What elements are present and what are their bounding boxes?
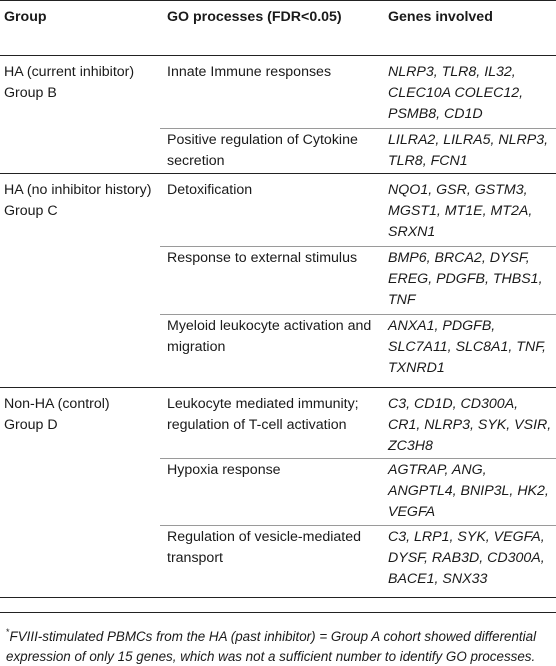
go-process-cell: Leukocyte mediated immunity; regulation of T-cell activation bbox=[167, 396, 359, 433]
go-process-cell: Regulation of vesicle-mediated transport bbox=[167, 529, 362, 566]
group-label: HA (current inhibitor) Group B bbox=[4, 64, 135, 101]
genes-cell: NLRP3, TLR8, IL32, CLEC10A COLEC12, PSMB8, CD1D bbox=[388, 64, 524, 122]
go-process-cell: Response to external stimulus bbox=[167, 250, 358, 266]
genes-cell: LILRA2, LILRA5, NLRP3, TLR8, FCN1 bbox=[388, 132, 549, 169]
genes-cell: C3, CD1D, CD300A, CR1, NLRP3, SYK, VSIR, ZC3H8 bbox=[388, 396, 552, 454]
group-label: Non-HA (control) Group D bbox=[4, 396, 110, 433]
row-divider bbox=[160, 128, 556, 129]
group-label: HA (no inhibitor history) Group C bbox=[4, 182, 152, 219]
go-process-cell: Innate Immune responses bbox=[167, 64, 332, 80]
genes-cell: C3, LRP1, SYK, VEGFA, DYSF, RAB3D, CD300A, BACE1, SNX33 bbox=[388, 529, 545, 587]
group-b-section bbox=[0, 56, 556, 174]
genes-cell: AGTRAP, ANG, ANGPTL4, BNIP3L, HK2, VEGFA bbox=[388, 462, 549, 520]
group-d-section bbox=[0, 388, 556, 598]
go-process-cell: Hypoxia response bbox=[167, 462, 281, 478]
go-process-cell: Detoxification bbox=[167, 182, 253, 198]
genes-cell: BMP6, BRCA2, DYSF, EREG, PDGFB, THBS1, TNF bbox=[388, 250, 543, 308]
group-c-section bbox=[0, 174, 556, 388]
header-group: Group bbox=[4, 9, 47, 25]
header-go-processes: GO processes (FDR<0.05) bbox=[167, 9, 342, 25]
table-footnote bbox=[0, 612, 556, 666]
genes-cell: ANXA1, PDGFB, SLC7A11, SLC8A1, TNF, TXNRD1 bbox=[388, 318, 546, 376]
footnote-text: FVIII-stimulated PBMCs from the HA (past inhibitor) = Group A cohort showed differential expression of only 15 genes, which was not a sufficient number to identify GO processes. bbox=[6, 629, 537, 664]
row-divider bbox=[160, 525, 556, 526]
row-divider bbox=[160, 314, 556, 315]
table-header bbox=[0, 0, 556, 56]
footnote-marker: * bbox=[6, 627, 10, 637]
genes-cell: NQO1, GSR, GSTM3, MGST1, MT1E, MT2A, SRXN1 bbox=[388, 182, 533, 240]
go-process-cell: Myeloid leukocyte activation and migration bbox=[167, 318, 372, 355]
row-divider bbox=[160, 458, 556, 459]
header-genes-involved: Genes involved bbox=[388, 9, 493, 25]
go-process-cell: Positive regulation of Cytokine secretion bbox=[167, 132, 358, 169]
row-divider bbox=[160, 246, 556, 247]
